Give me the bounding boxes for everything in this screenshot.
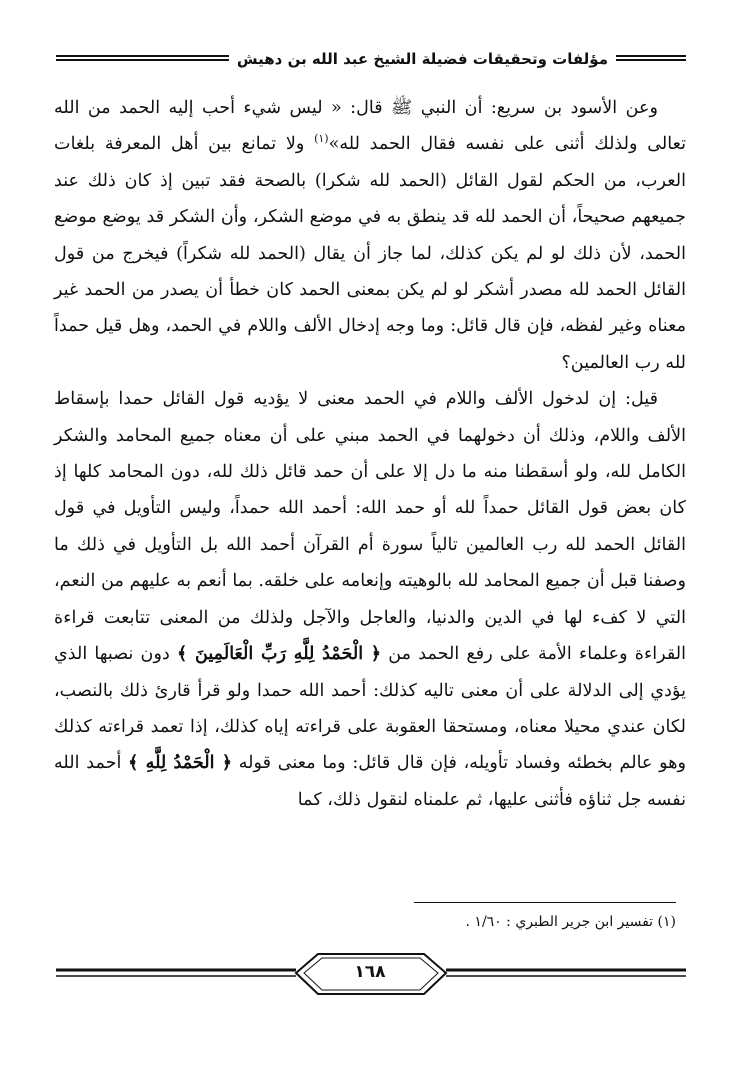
main-text	[54, 90, 686, 818]
footnote-ref: (١)	[314, 132, 329, 146]
header-rule-right	[611, 55, 686, 63]
quran-verse-2: ﴿ الْحَمْدُ لِلَّهِ ﴾	[128, 752, 233, 774]
page-footer	[56, 950, 686, 998]
quran-verse-1: ﴿ الْحَمْدُ لِلَّهِ رَبِّ الْعَالَمِينَ ﴾	[176, 643, 382, 665]
paragraph-2-text-c: أحمد الله نفسه جل ثناؤه فأثنى عليها، ثم علمناه لنقول ذلك، كما	[54, 753, 686, 810]
paragraph-1	[54, 90, 686, 381]
paragraph-2-text-b: دون نصبها الذي يؤدي إلى الدلالة على أن معنى تاليه كذلك: أحمد الله حمدا ولو قرأ قارئ ذلك بالنصب، لكان عندي محيلا معناه، ومستحقا العقوبة على قراءته إياه كذلك، إذا تعمد قراءته كذلك وهو عالم بخطئه وفساد تأويله، فإن قال قائل: وما معنى قوله	[54, 644, 686, 774]
paragraph-1-text-a: وعن الأسود بن سريع: أن النبي ﷺ قال: « ليس شيء أحب إليه الحمد من الله تعالى ولذلك أثنى على نفسه فقال الحمد لله»	[54, 98, 686, 155]
page-number: ١٦٨	[354, 962, 386, 982]
paragraph-2-text-a: قيل: إن لدخول الألف واللام في الحمد معنى لا يؤديه قول القائل حمدا بإسقاط الألف واللام، وذلك أن دخولهما في الحمد مبني على أن معناه جميع المحامد والشكر الكامل لله، ولو أسقطنا منه ما دل إلا على أن حمد قائل ذلك لله، دون المحامد كلها إذ كان بعض قول القائل حمداً لله أو حمد الله: أحمد الله حمداً، وليس التأويل في قول القائل الحمد لله رب العالمين تالياً سورة أم القرآن أحمد الله بل التأويل في ذلك ما وصفنا قبل أن جميع المحامد لله بالوهيته وإنعامه على خلقه. بما أنعم به عليهم من النعم، التي لا كفء لها في الدين والدنيا، والعاجل والآجل ولذلك من المعنى تتابعت قراءة القراءة وعلماء الأمة على رفع الحمد من	[54, 389, 687, 665]
header-title: مؤلفات وتحقيقات فضيلة الشيخ عبد الله بن دهيش	[229, 46, 616, 72]
running-header	[56, 46, 686, 72]
footnote: (١) تفسير ابن جرير الطبري : ١/٦٠ .	[465, 914, 676, 930]
paragraph-1-text-b: ولا تمانع بين أهل المعرفة بلغات العرب، من الحكم لقول القائل (الحمد لله شكرا) بالصحة فقد تبين إذ كان ذلك عند جميعهم صحيحاً، أن الحمد لله قد ينطق به في موضع الشكر، وأن الشكر قد يوضع موضع الحمد، لأن ذلك لو لم يكن كذلك، لما جاز أن يقال (الحمد لله شكراً) فيخرج من قول القائل الحمد لله مصدر أشكر لو لم يكن بمعنى الحمد كان خطأ أن يصدر من الحمد غير معناه وغير لفظه، فإن قال قائل: وما وجه إدخال الألف واللام في الحمد، وهل قيل حمداً لله رب العالمين؟	[54, 134, 686, 373]
footnote-separator	[414, 902, 676, 903]
paragraph-2	[54, 381, 686, 818]
